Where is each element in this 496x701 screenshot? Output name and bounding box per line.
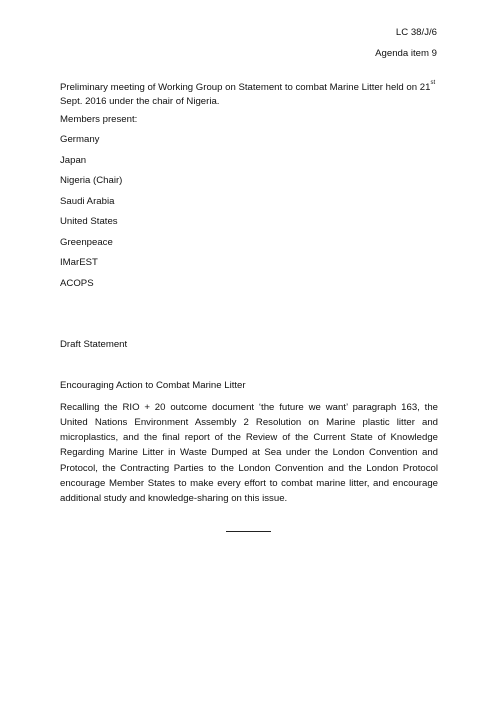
- member-item-germany: Germany: [60, 134, 100, 145]
- draft-heading: Draft Statement: [60, 339, 128, 350]
- statement-body: Recalling the RIO + 20 outcome document ‘the future we want’ paragraph 163, the United Nations Environment Assembly 2 Resolution on Marine plastic litter and microplastics, and the final report of the Review of the Current State of Knowledge Regarding Marine Litter in Waste Dumped at Sea under the London Convention and Protocol, the Contracting Parties to the London Convention and the London Protocol encourage Member States to make every effort to combat marine litter, and encourage additional study and knowledge-sharing on this issue.: [60, 402, 438, 504]
- member-item-saudi-arabia: Saudi Arabia: [60, 196, 115, 207]
- end-divider: [226, 531, 271, 532]
- intro-superscript: st: [430, 80, 436, 86]
- statement-title: Encouraging Action to Combat Marine Litter: [60, 380, 246, 391]
- member-item-greenpeace: Greenpeace: [60, 237, 113, 248]
- member-item-acops: ACOPS: [60, 278, 94, 289]
- intro-line-1: Preliminary meeting of Working Group on Statement to combat Marine Litter held on 21: [60, 82, 431, 93]
- member-item-nigeria: Nigeria (Chair): [60, 175, 123, 186]
- intro-paragraph: [60, 81, 438, 108]
- member-item-japan: Japan: [60, 155, 87, 166]
- members-heading: Members present:: [60, 114, 138, 125]
- agenda-item: Agenda item 9: [375, 48, 437, 59]
- member-item-imarest: IMarEST: [60, 257, 98, 268]
- intro-line-2: Sept. 2016 under the chair of Nigeria.: [60, 95, 220, 107]
- document-reference: LC 38/J/6: [395, 27, 437, 38]
- member-item-united-states: United States: [60, 216, 118, 227]
